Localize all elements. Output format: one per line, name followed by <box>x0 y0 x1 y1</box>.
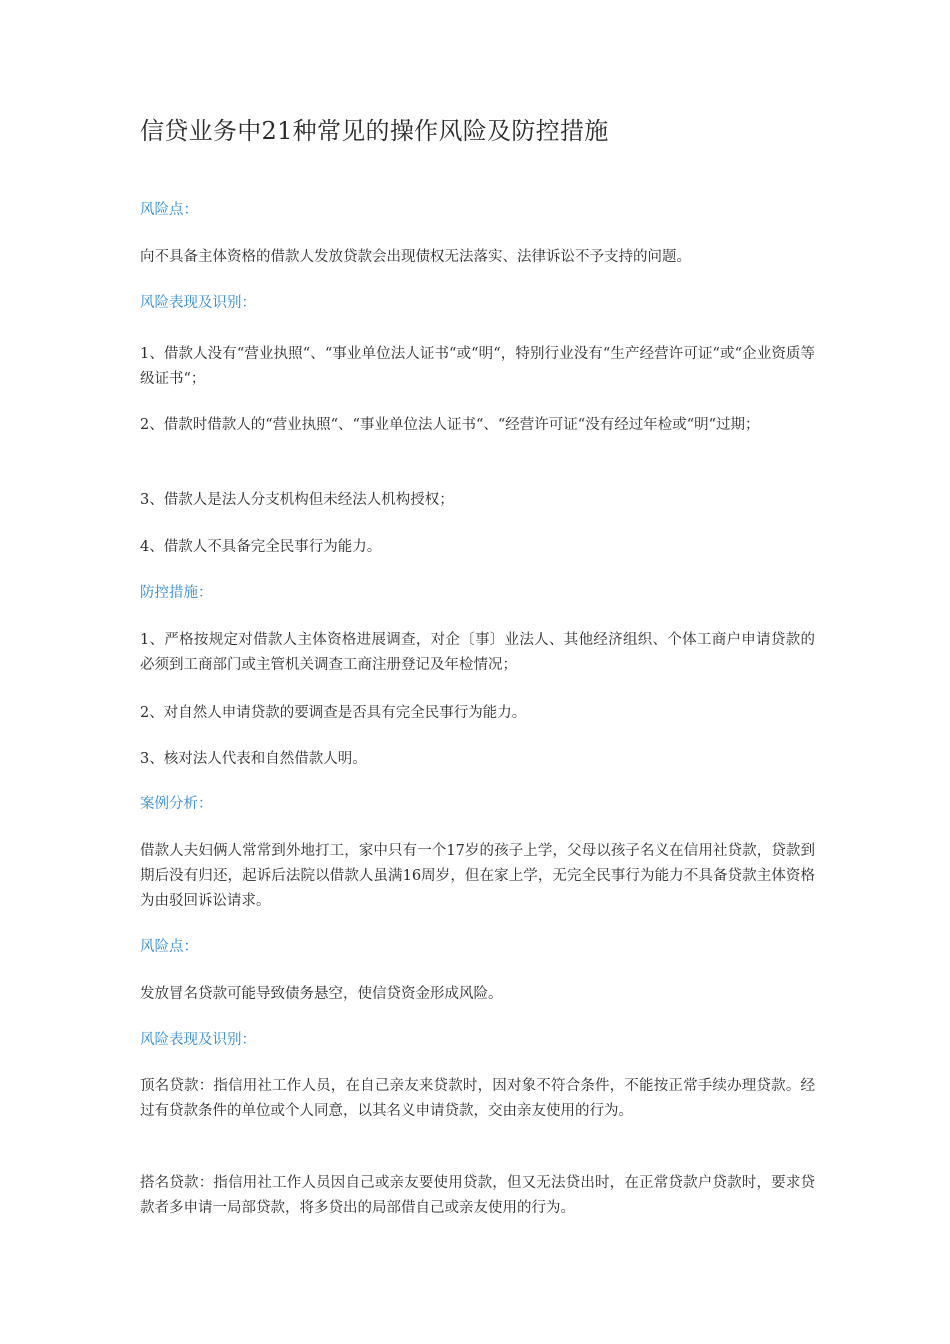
paragraph: 3、核对法人代表和自然借款人明。 <box>140 751 367 767</box>
document-title: 信贷业务中21种常见的操作风险及防控措施 <box>140 117 609 145</box>
paragraph: 向不具备主体资格的借款人发放贷款会出现债权无法落实、法律诉讼不予支持的问题。 <box>140 249 691 265</box>
paragraph: 借款人夫妇俩人常常到外地打工，家中只有一个17岁的孩子上学，父母以孩子名义在信用社贷款，贷款到期后没有归还，起诉后法院以借款人虽满16周岁，但在家上学，无完全民事行为能力不具备贷款主体资格为由驳回诉讼请求。 <box>140 843 815 909</box>
paragraph: 搭名贷款：指信用社工作人员因自己或亲友要使用贷款，但又无法贷出时，在正常贷款户贷款时，要求贷款者多申请一局部贷款，将多贷出的局部借自己或亲友使用的行为。 <box>140 1175 815 1216</box>
section-heading-risk-point: 风险点： <box>140 202 198 218</box>
paragraph: 3、借款人是法人分支机构但未经法人机构授权； <box>140 492 454 508</box>
section-heading-control-measures: 防控措施： <box>140 585 213 601</box>
paragraph: 顶名贷款：指信用社工作人员，在自己亲友来贷款时，因对象不符合条件，不能按正常手续办理贷款。经过有贷款条件的单位或个人同意，以其名义申请贷款，交由亲友使用的行为。 <box>140 1078 815 1119</box>
paragraph: 发放冒名贷款可能导致债务悬空，使信贷资金形成风险。 <box>140 986 503 1002</box>
paragraph: 4、借款人不具备完全民事行为能力。 <box>140 539 382 555</box>
paragraph: 1、借款人没有“营业执照“、“事业单位法人证书“或“明“，特别行业没有“生产经营许可证“或“企业资质等级证书“； <box>140 346 815 387</box>
section-heading-risk-point: 风险点： <box>140 939 198 955</box>
section-heading-case-analysis: 案例分析： <box>140 796 213 812</box>
paragraph: 1、严格按规定对借款人主体资格进展调查，对企〔事〕业法人、其他经济组织、个体工商户申请贷款的必须到工商部门或主管机关调查工商注册登记及年检情况； <box>140 632 815 673</box>
paragraph: 2、对自然人申请贷款的要调查是否具有完全民事行为能力。 <box>140 705 527 721</box>
section-heading-risk-identification: 风险表现及识别： <box>140 295 256 311</box>
paragraph: 2、借款时借款人的“营业执照“、“事业单位法人证书“、“经营许可证“没有经过年检或“明“过期； <box>140 417 760 433</box>
section-heading-risk-identification: 风险表现及识别： <box>140 1032 256 1048</box>
